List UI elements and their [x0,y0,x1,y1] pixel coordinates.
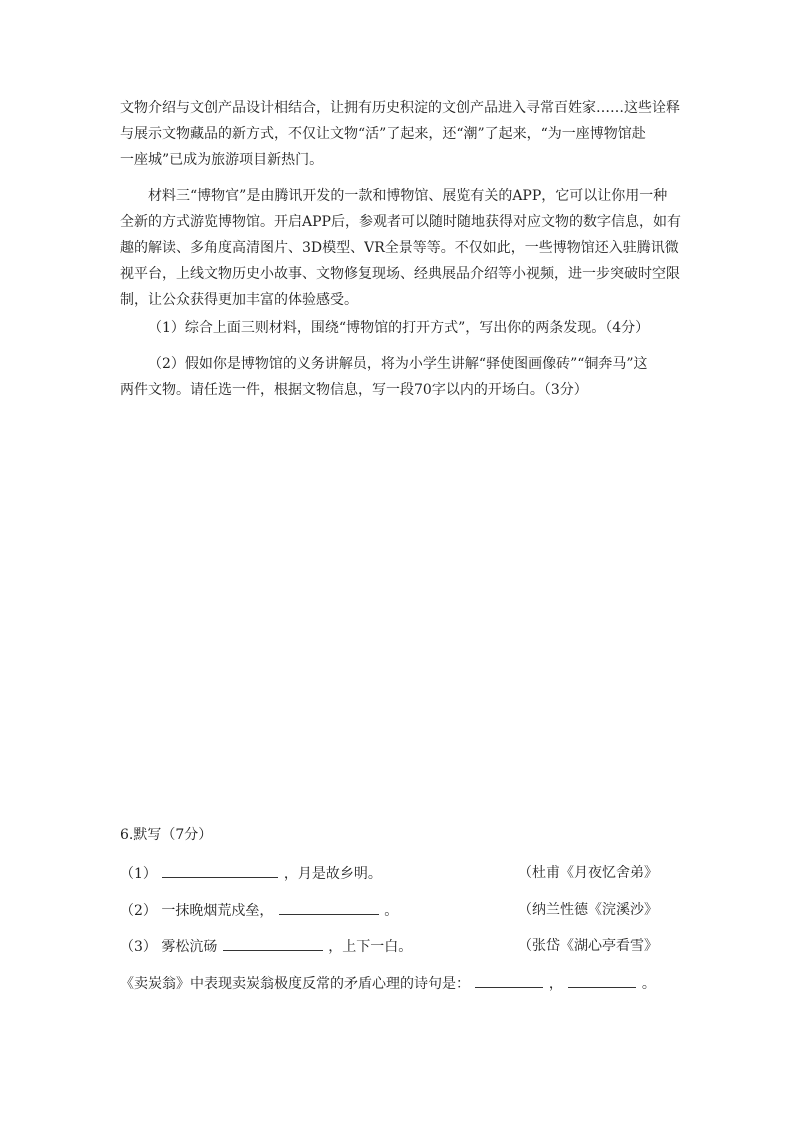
item-text: ，上下一白。 [328,939,413,955]
dictation-item-3 [120,936,680,957]
sub-question-2: （2）假如你是博物馆的义务讲解员，将为小学生讲解“驿使图画像砖”“铜奔马”这 [148,356,648,372]
item-text: ， [548,976,563,992]
material-three-line: 视平台，上线文物历史小故事、文物修复现场、经典展品介绍等小视频，进一步突破时空限 [120,266,680,282]
source-label: （杜甫《月夜忆舍弟》 [518,865,658,881]
paragraph-line: 与展示文物藏品的新方式，不仅让文物“活”了起来，还“潮”了起来，“为一座博物馆赴 [120,126,646,142]
item-text: 。 [641,976,656,992]
material-three-line: 制，让公众获得更加丰富的体验感受。 [120,292,358,308]
answer-blank[interactable] [568,973,636,988]
answer-blank[interactable] [475,973,543,988]
item-text: 《卖炭翁》中表现卖炭翁极度反常的矛盾心理的诗句是： [120,976,470,992]
answer-blank[interactable] [162,863,278,878]
item-text: 一抹晚烟荒戍垒， [161,903,274,919]
dictation-title: 6.默写（7分） [120,827,213,843]
item-number: （3） [120,939,157,955]
item-text: 雾松沆砀 [161,939,218,955]
item-number: （1） [120,866,157,882]
paragraph-line: 一座城”已成为旅游项目新热门。 [120,152,324,168]
source-label: （张岱《湖心亭看雪》 [518,938,658,954]
material-three-line: 材料三“博物官”是由腾讯开发的一款和博物馆、展览有关的APP，它可以让你用一种 [148,188,668,204]
answer-blank[interactable] [279,900,379,915]
source-label: （纳兰性德《浣溪沙》 [518,902,658,918]
material-three-line: 全新的方式游览博物馆。开启APP后，参观者可以随时随地获得对应文物的数字信息，如有 [120,214,681,230]
item-text: ，月是故乡明。 [283,866,382,882]
sub-question-2-cont: 两件文物。请任选一件，根据文物信息，写一段70字以内的开场白。（3分） [120,382,588,398]
material-three-line: 趣的解读、多角度高清图片、3D模型、VR全景等等。不仅如此，一些博物馆还入驻腾讯微 [120,240,679,256]
dictation-item-4 [120,973,680,994]
paragraph-line: 文物介绍与文创产品设计相结合，让拥有历史积淀的文创产品进入寻常百姓家……这些诠释 [120,100,680,116]
dictation-item-1 [120,863,680,884]
item-number: （2） [120,903,157,919]
item-text: 。 [384,903,399,919]
dictation-item-2 [120,900,680,921]
sub-question-1: （1）综合上面三则材料，围绕“博物馆的打开方式”，写出你的两条发现。（4分） [148,320,650,336]
answer-blank[interactable] [223,936,323,951]
